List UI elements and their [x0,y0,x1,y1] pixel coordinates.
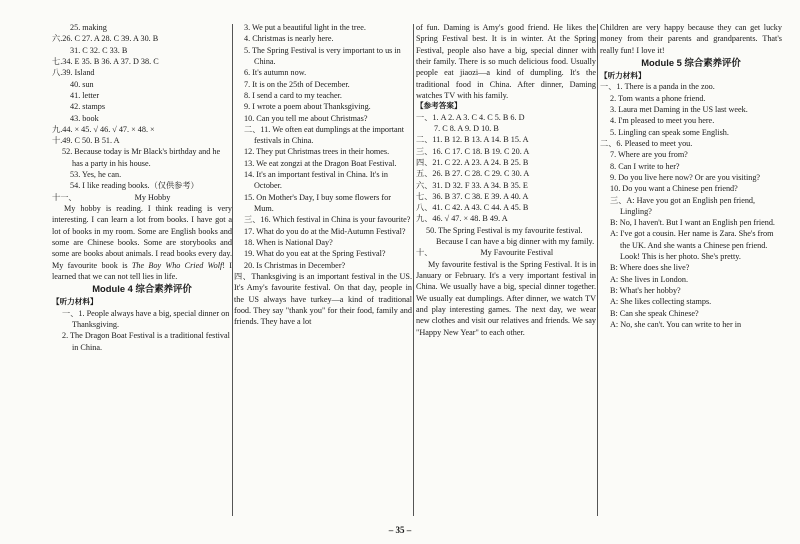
text-line: 八.39. Island [52,68,95,78]
text-line: 七、36. B 37. C 38. E 39. A 40. A [416,191,529,201]
text-line: 5. Lingling can speak some English. [610,127,729,137]
column-2 [234,22,412,522]
text-line: 二、11. B 12. B 13. A 14. B 15. A [416,135,529,145]
column-divider [597,24,598,516]
text-line: A: I've got a cousin. Her name is Zara. She's from the UK. And she wants a Chinese pen friend. Look! This is her photo. She's pretty. [610,229,774,262]
text-line: 2. Tom wants a phone friend. [610,93,706,103]
column-divider [413,24,414,516]
text-line: 8. Can I write to her? [610,161,680,171]
essay-label: 十、 [416,248,433,258]
column-4 [600,22,782,522]
text-line: 五、26. B 27. C 28. C 29. C 30. A [416,169,530,179]
col1-answer-lines [52,22,232,192]
essay-ending: Children are very happy because they can get lucky money from their parents and grandparents. That's really fun! I love it! [600,23,782,55]
text-line: 十.49. C 50. B 51. A [52,136,120,146]
text-line: 一、1. People always have a big, special dinner on Thanksgiving. [62,308,230,329]
text-line: B: Where does she live? [610,263,690,273]
column-1 [52,22,232,522]
text-line: 3. We put a beautiful light in the tree. [244,23,366,32]
text-line: 40. sun [70,79,94,89]
text-line: B: No, I haven't. But I want an English pen friend. [610,218,775,228]
text-line: 4. I'm pleased to meet you here. [610,116,715,126]
text-line: 二、11. We often eat dumplings at the important festivals in China. [244,124,405,146]
text-line: 7. C 8. A 9. D 10. B [434,123,499,133]
text-line: 二、6. Pleased to meet you. [600,138,693,148]
text-line: B: What's her hobby? [610,286,681,295]
text-line: 7. Where are you from? [610,150,688,160]
column-3 [416,22,596,522]
text-line: 六.26. C 27. A 28. C 39. A 30. B [52,34,159,44]
text-line: 七.34. E 35. B 36. A 37. D 38. C [52,56,159,66]
text-line: A: No, she can't. You can write to her in [610,319,742,329]
text-line: 8. I send a card to my teacher. [244,90,342,100]
text-line: 31. C 32. C 33. B [70,45,128,55]
text-line: 6. It's autumn now. [244,68,307,78]
text-line: 52. Because today is Mr Black's birthday and he has a party in his house. [62,147,221,168]
col2-listening-lines [234,22,412,271]
text-line: 18. When is National Day? [244,237,333,247]
text-line: 一、1. A 2. A 3. C 4. C 5. B 6. D [416,112,525,122]
module-4-title: Module 4 综合素养评价 [92,283,192,295]
text-line: 12. They put Christmas trees in their homes. [244,147,390,157]
text-line: 42. stamps [70,102,106,112]
text-line: 九、46. √ 47. × 48. B 49. A [416,214,508,224]
text-line: 六、31. D 32. F 33. A 34. B 35. E [416,180,528,190]
text-line: B: Can she speak Chinese? [610,308,699,318]
text-line: 3. Laura met Daming in the US last week. [610,105,748,114]
text-line: 9. I wrote a poem about Thanksgiving. [244,102,371,112]
essay-title: My Favourite Festival [480,248,554,258]
module-5-title: Module 5 综合素养评价 [641,56,741,68]
text-line: 50. The Spring Festival is my favourite festival. Because I can have a big dinner with my family. [426,225,595,247]
text-line: 三、A: Have you got an English pen friend, Lingling? [610,195,756,216]
passage-continued [416,22,596,101]
passage-thanksgiving: 四、Thanksgiving is an important festival in the US. It's Amy's favourite festival. On that day, people in the US always have turkey—a kind of traditional food. They say "thank you" for their food, family and friends. They have a lot [234,271,412,327]
essay-title: My Hobby [134,192,171,202]
text-line: 13. We eat zongzi at the Dragon Boat Festival. [244,158,397,168]
text-line: 10. Can you tell me about Christmas? [244,113,368,123]
text-line: 15. On Mother's Day, I buy some flowers for Mum. [244,192,391,213]
text-line: 9. Do you live here now? Or are you visiting? [610,172,761,182]
col1-listening-lines [52,308,232,353]
text-line: 四、21. C 22. A 23. A 24. B 25. B [416,157,529,167]
text-line: 4. Christmas is nearly here. [244,34,334,44]
column-divider [232,24,233,516]
text-line: 41. letter [70,90,100,100]
text-line: 17. What do you do at the Mid-Autumn Festival? [244,226,406,236]
text-line: 43. book [70,113,99,123]
text-line: 5. The Spring Festival is very important to us in China. [244,45,401,66]
passage-text: of fun. Daming is Amy's good friend. He likes the Spring Festival best. It is in winter. At the Spring Festival, people also have a big, special dinner with their family. There is so much delicious food. Usually people eat jiaozi—a kind of dumpling. It's the traditional food in China. After dinner, Daming watches TV with his family. [416,23,596,100]
essay-heading [416,247,596,258]
text-line: A: She likes collecting stamps. [610,297,712,307]
text-line: 14. It's an important festival in China. It's in October. [244,170,388,191]
text-line: 九.44. × 45. √ 46. √ 47. × 48. × [52,124,155,134]
text-line: 一、1. There is a panda in the zoo. [600,82,715,92]
page-number: – 35 – [388,525,412,535]
listening-label: 【听力材料】 [600,70,646,80]
essay-text-before: My hobby is reading. I think reading is very interesting. I can learn a lot from books. I have got a lot of books in my room. Some are English books and some are Chinese books. Some are storybooks and some are books about animals. I read books every day. My favourite book is [52,204,232,270]
text-line: 54. I like reading books.（仅供参考） [70,181,199,191]
text-line: 三、16. C 17. C 18. B 19. C 20. A [416,146,530,156]
listening-label: 【听力材料】 [52,297,98,307]
text-line: A: She lives in London. [610,274,689,284]
text-line: 三、16. Which festival in China is your favourite? [244,215,411,225]
essay-book-title: The Boy Who Cried Wolf [131,260,223,270]
text-line: 19. What do you eat at the Spring Festival? [244,249,386,259]
essay-heading [52,192,232,203]
text-line: 25. making [70,23,107,32]
col3-answer-lines [416,112,596,248]
text-line: 20. Is Christmas in December? [244,260,346,270]
essay-paragraph [52,203,232,282]
essay-text-after: ! I learned that we can not tell lies in life. [52,260,232,281]
text-line: 10. Do you want a Chinese pen friend? [610,184,738,194]
text-line: 53. Yes, he can. [70,170,122,180]
col4-listening-lines [600,81,782,330]
text-line: 7. It is on the 25th of December. [244,79,350,89]
essay-label: 十一、 [52,192,77,202]
essay-paragraph: My favourite festival is the Spring Festival. It is in January or February. It's a very important festival in China. We usually have a big, special dinner together. We usually eat dumplings. After dinner, we watch TV and play interesting games. The next day, we wear new clothes and visit our relatives and friends. We say "Happy New Year" to each other. [416,259,596,337]
text-line: 八、41. C 42. A 43. C 44. A 45. B [416,203,529,213]
text-line: 2. The Dragon Boat Festival is a traditional festival in China. [62,331,230,352]
answers-label: 【参考答案】 [416,101,462,111]
